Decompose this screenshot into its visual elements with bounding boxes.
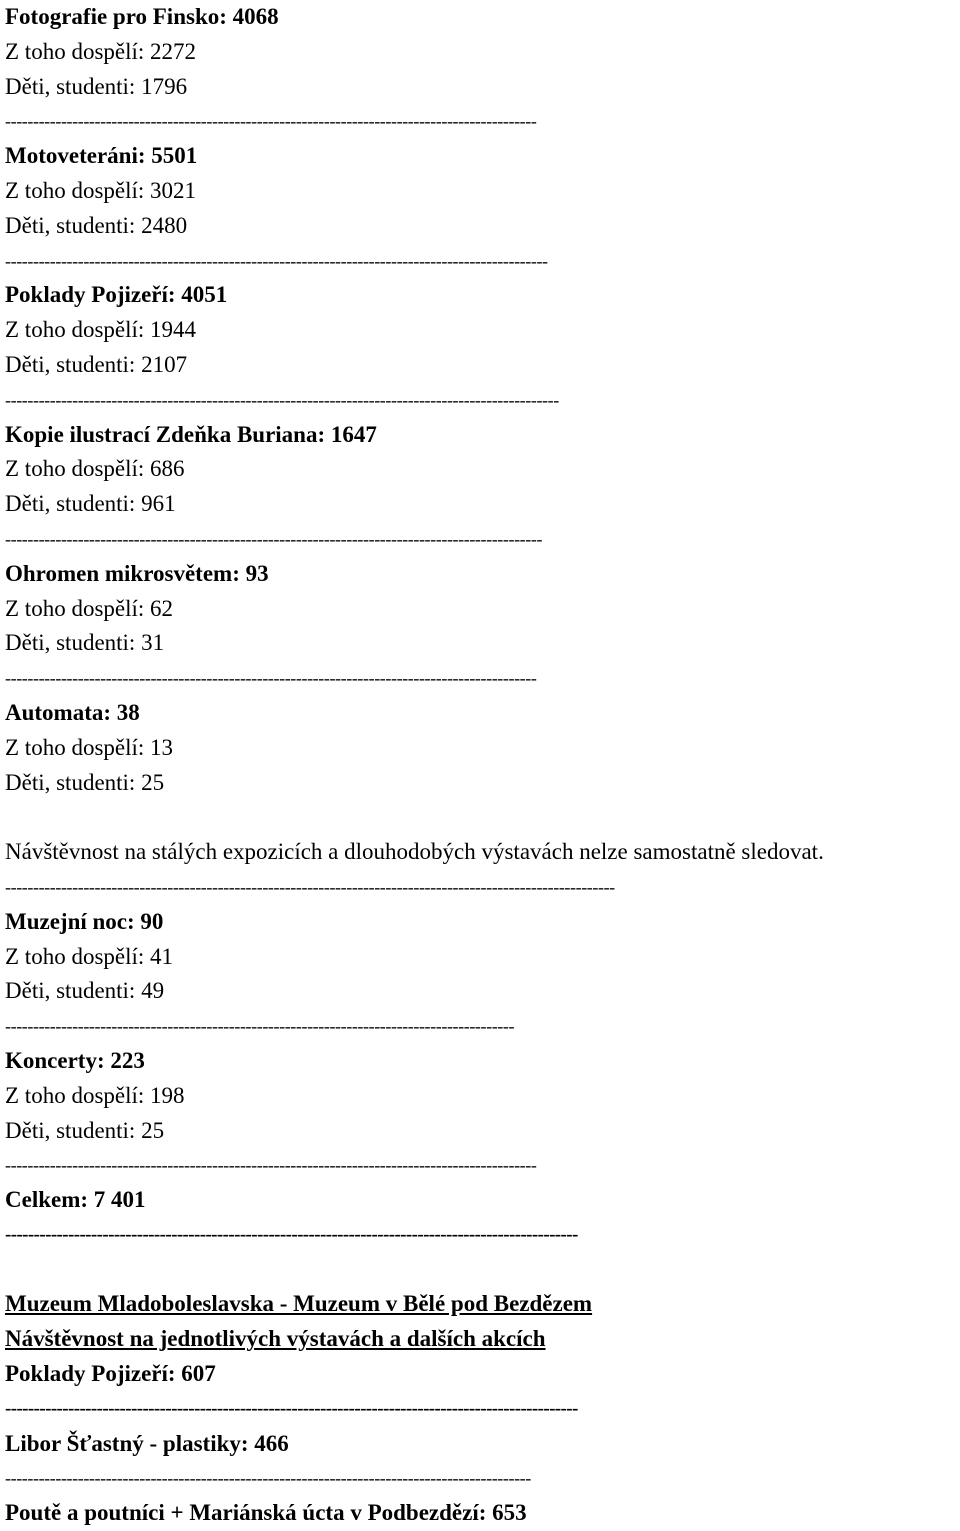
block-kids: Děti, studenti: 25 bbox=[5, 1117, 165, 1143]
event-line: Poklady Pojizeří: 607 bbox=[5, 1361, 216, 1387]
block-kids: Děti, studenti: 1796 bbox=[5, 73, 188, 99]
block-adults: Z toho dospělí: 41 bbox=[5, 943, 174, 969]
block-title: Muzejní noc: 90 bbox=[5, 908, 164, 934]
separator: --------------------------------------------------------------------------------------------------- bbox=[5, 389, 559, 410]
separator: ------------------------------------------------------------------------------------------- bbox=[5, 1016, 515, 1037]
block-title: Automata: 38 bbox=[5, 699, 140, 725]
note-text: Návštěvnost na stálých expozicích a dlouhodobých výstavách nelze samostatně sledovat. bbox=[5, 839, 824, 865]
block-title: Fotografie pro Finsko: 4068 bbox=[5, 4, 279, 29]
block-kids: Děti, studenti: 49 bbox=[5, 978, 165, 1004]
museum-heading: Muzeum Mladoboleslavska - Muzeum v Bělé pod Bezdězem bbox=[5, 1291, 593, 1317]
attendance-heading: Návštěvnost na jednotlivých výstavách a dalších akcích bbox=[5, 1326, 546, 1352]
separator: ------------------------------------------------------------------------------------------------- bbox=[5, 250, 548, 271]
block-title: Poklady Pojizeří: 4051 bbox=[5, 282, 228, 308]
block-kids: Děti, studenti: 31 bbox=[5, 630, 165, 656]
block-kids: Děti, studenti: 2107 bbox=[5, 351, 188, 377]
spacer bbox=[5, 1253, 960, 1288]
document-page bbox=[5, 0, 960, 1531]
block-kids: Děti, studenti: 2480 bbox=[5, 212, 188, 238]
block-adults: Z toho dospělí: 13 bbox=[5, 734, 174, 760]
block-adults: Z toho dospělí: 3021 bbox=[5, 177, 197, 203]
block-kids: Děti, studenti: 961 bbox=[5, 491, 176, 517]
block-title: Motoveteráni: 5501 bbox=[5, 143, 198, 169]
block-kids: Děti, studenti: 25 bbox=[5, 769, 165, 795]
block-adults: Z toho dospělí: 1944 bbox=[5, 317, 197, 343]
block-adults: Z toho dospělí: 62 bbox=[5, 595, 174, 621]
separator: ----------------------------------------------------------------------------------------------- bbox=[5, 668, 537, 689]
block-adults: Z toho dospělí: 198 bbox=[5, 1082, 185, 1108]
separator: ---------------------------------------------------------------------------------------------------- bbox=[5, 1223, 578, 1245]
separator: ----------------------------------------------------------------------------------------------- bbox=[5, 1155, 537, 1176]
separator: ---------------------------------------------------------------------------------------------------- bbox=[5, 1397, 578, 1419]
block-title: Koncerty: 223 bbox=[5, 1047, 145, 1073]
total-line: Celkem: 7 401 bbox=[5, 1187, 146, 1213]
separator: ----------------------------------------------------------------------------------------------- bbox=[5, 111, 537, 132]
event-line: Poutě a poutníci + Mariánská úcta v Podbezdězí: 653 bbox=[5, 1500, 527, 1526]
separator: ------------------------------------------------------------------------------------------------------------- bbox=[5, 876, 615, 897]
block-adults: Z toho dospělí: 2272 bbox=[5, 38, 197, 64]
block-title: Kopie ilustrací Zdeňka Buriana: 1647 bbox=[5, 421, 377, 447]
separator: ---------------------------------------------------------------------------------------------- bbox=[5, 1468, 531, 1489]
block-title: Ohromen mikrosvětem: 93 bbox=[5, 560, 269, 586]
event-line: Libor Šťastný - plastiky: 466 bbox=[5, 1430, 289, 1456]
spacer bbox=[5, 800, 960, 835]
separator: ------------------------------------------------------------------------------------------------ bbox=[5, 528, 543, 549]
block-adults: Z toho dospělí: 686 bbox=[5, 456, 185, 482]
